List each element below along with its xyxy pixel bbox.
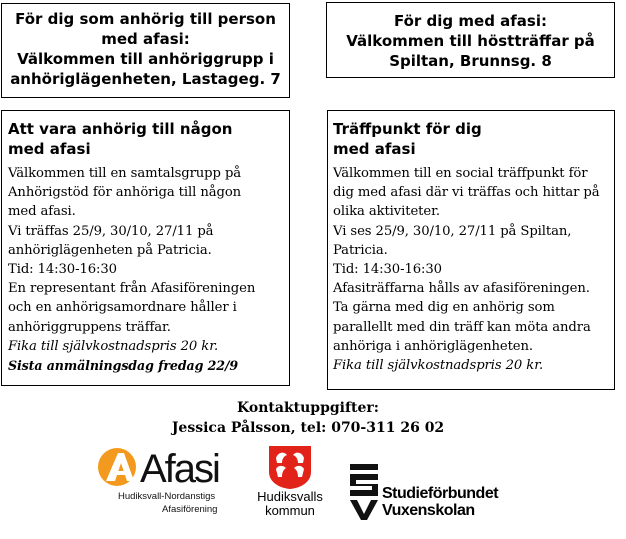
hudiksvall-logo: [250, 444, 330, 524]
body-line: Välkommen till en social träffpunkt för: [333, 166, 588, 181]
body-line: Vi träffas 25/9, 30/10, 27/11 på: [8, 223, 214, 239]
vuxenskolan-logo: [348, 462, 538, 522]
title-line: med afasi: [333, 140, 416, 158]
title-line: Att vara anhörig till någon: [8, 120, 233, 138]
title-line: Träffpunkt för dig: [333, 120, 482, 138]
vuxenskolan-name: Studieförbundet: [382, 485, 499, 502]
body-line: Afasiträffarna hålls av afasiföreningen.: [333, 281, 590, 297]
vuxenskolan-emblem-icon: [348, 462, 380, 520]
body-line: Välkommen till en samtalsgrupp på: [8, 166, 242, 181]
body-line: anhöriga i anhöriglägenheten.: [333, 338, 533, 354]
body-line: Vi ses 25/9, 30/10, 27/11 på Spiltan,: [333, 223, 572, 239]
body-line: Tid: 14:30-16:30: [8, 262, 117, 278]
autumn-meetings-box: [326, 2, 615, 78]
contact-person: Jessica Pålsson, tel: 070-311 26 02: [171, 420, 445, 436]
afasi-emblem-icon: [96, 445, 142, 491]
body-line: parallellt med din träff kan möta andra: [333, 319, 591, 335]
body-line: Anhörigstöd för anhöriga till någon: [8, 185, 242, 201]
afasi-logo-subtitle: Afasiförening: [162, 504, 218, 515]
body-line: dig med afasi där vi träffas och hittar på: [333, 185, 600, 201]
hudiksvall-shield-icon: [267, 444, 313, 490]
registration-deadline: Sista anmälningsdag fredag 22/9: [8, 358, 239, 374]
fika-note: Fika till självkostnadspris 20 kr.: [8, 338, 219, 354]
title-line: med afasi: [8, 140, 91, 158]
relatives-info-body: [8, 164, 283, 375]
body-line: Ta gärna med dig en anhörig som: [333, 300, 555, 316]
afasi-logo-subtitle: Hudiksvall-Nordanstigs: [118, 491, 216, 502]
afasi-logo: [96, 445, 236, 523]
afasi-logo-word: Afasi: [140, 447, 219, 491]
body-line: Patricia.: [333, 242, 388, 258]
contact-heading: Kontaktuppgifter:: [237, 400, 379, 416]
hudiksvall-name: kommun: [265, 503, 315, 518]
header-line: För dig med afasi:: [393, 12, 547, 30]
relatives-group-box: [1, 3, 290, 98]
body-line: anhöriggruppens träffar.: [8, 319, 171, 335]
header-line: Välkommen till anhöriggrupp i: [17, 50, 274, 68]
meeting-point-box: [327, 110, 615, 390]
body-line: En representant från Afasiföreningen: [8, 281, 256, 297]
body-line: anhöriglägenheten på Patricia.: [8, 242, 212, 258]
meeting-point-title: [333, 119, 609, 159]
body-line: olika aktiviteter.: [333, 204, 440, 220]
body-line: med afasi.: [8, 204, 76, 220]
body-line: Tid: 14:30-16:30: [333, 262, 442, 278]
body-line: och en anhörigsamordnare håller i: [8, 300, 237, 316]
header-line: anhöriglägenheten, Lastageg. 7: [10, 70, 281, 88]
header-line: För dig som anhörig till person: [15, 10, 276, 28]
relatives-group-header: [2, 9, 289, 89]
meeting-point-body: [333, 164, 609, 375]
vuxenskolan-name: Vuxenskolan: [382, 502, 475, 519]
header-line: med afasi:: [101, 30, 190, 48]
header-line: Spiltan, Brunnsg. 8: [389, 52, 552, 70]
contact-info: [0, 398, 616, 438]
fika-note: Fika till självkostnadspris 20 kr.: [333, 358, 544, 374]
autumn-meetings-header: [327, 11, 614, 71]
header-line: Välkommen till höstträffar på: [346, 32, 595, 50]
hudiksvall-name: Hudiksvalls: [257, 489, 323, 504]
relatives-info-title: [8, 119, 283, 159]
relatives-info-box: [1, 110, 290, 386]
